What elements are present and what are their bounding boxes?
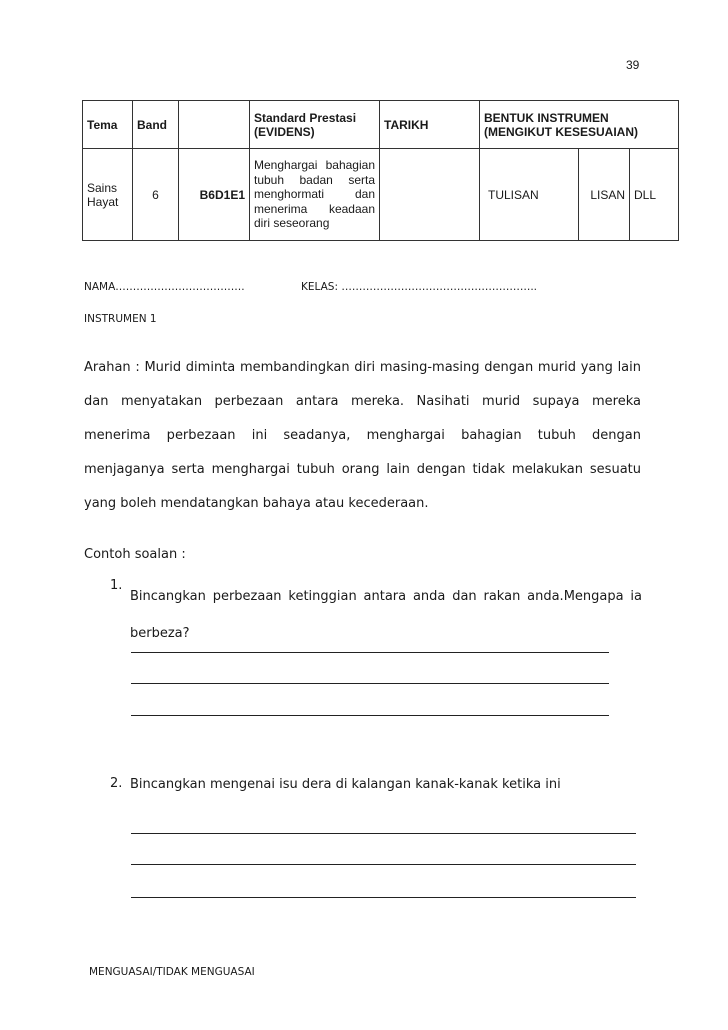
answer-line[interactable] bbox=[131, 715, 609, 716]
header-band: Band bbox=[133, 101, 179, 149]
question-number: 1. bbox=[110, 578, 123, 593]
header-tema: Tema bbox=[83, 101, 133, 149]
cell-standard: Menghargai bahagian tubuh badan serta menghormati dan menerima keadaan diri seseorang bbox=[250, 149, 380, 241]
answer-line[interactable] bbox=[131, 683, 609, 684]
kelas-field: KELAS: ……………………………………………….. bbox=[301, 281, 538, 293]
question-text: Bincangkan perbezaan ketinggian antara anda dan rakan anda.Mengapa ia berbeza? bbox=[130, 589, 642, 641]
answer-line[interactable] bbox=[131, 897, 636, 898]
header-bentuk-instrumen: BENTUK INSTRUMEN (MENGIKUT KESESUAIAN) bbox=[480, 101, 679, 149]
assessment-result-label: MENGUASAI/TIDAK MENGUASAI bbox=[89, 966, 255, 978]
header-standard: Standard Prestasi (EVIDENS) bbox=[250, 101, 380, 149]
nama-field: NAMA………………………………. bbox=[84, 281, 245, 293]
question-number: 2. bbox=[110, 776, 123, 791]
arahan-paragraph: Arahan : Murid diminta membandingkan diri masing-masing dengan murid yang lain dan menyatakan perbezaan antara mereka. Nasihati murid supaya mereka menerima perbezaan ini seadanya, menghargai bahagian tubuh dengan menjaganya serta menghargai tubuh orang lain dengan tidak melakukan sesuatu yang boleh mendatangkan bahaya atau kecederaan. bbox=[84, 360, 641, 511]
cell-band: 6 bbox=[133, 149, 179, 241]
answer-line[interactable] bbox=[131, 833, 636, 834]
instrument-title: INSTRUMEN 1 bbox=[84, 313, 157, 325]
contoh-soalan-label: Contoh soalan : bbox=[84, 547, 186, 562]
cell-tema: Sains Hayat bbox=[83, 149, 133, 241]
cell-instrument-lisan: LISAN bbox=[579, 149, 630, 241]
question-text: Bincangkan mengenai isu dera di kalangan kanak-kanak ketika ini bbox=[130, 777, 561, 792]
page-number: 39 bbox=[626, 58, 640, 72]
header-code bbox=[179, 101, 250, 149]
answer-line[interactable] bbox=[131, 864, 636, 865]
answer-line[interactable] bbox=[131, 652, 609, 653]
assessment-table bbox=[82, 100, 679, 241]
header-tarikh: TARIKH bbox=[380, 101, 480, 149]
cell-tarikh bbox=[380, 149, 480, 241]
cell-instrument-tulisan: TULISAN bbox=[480, 149, 579, 241]
cell-code: B6D1E1 bbox=[179, 149, 250, 241]
cell-instrument-dll: DLL bbox=[630, 149, 679, 241]
